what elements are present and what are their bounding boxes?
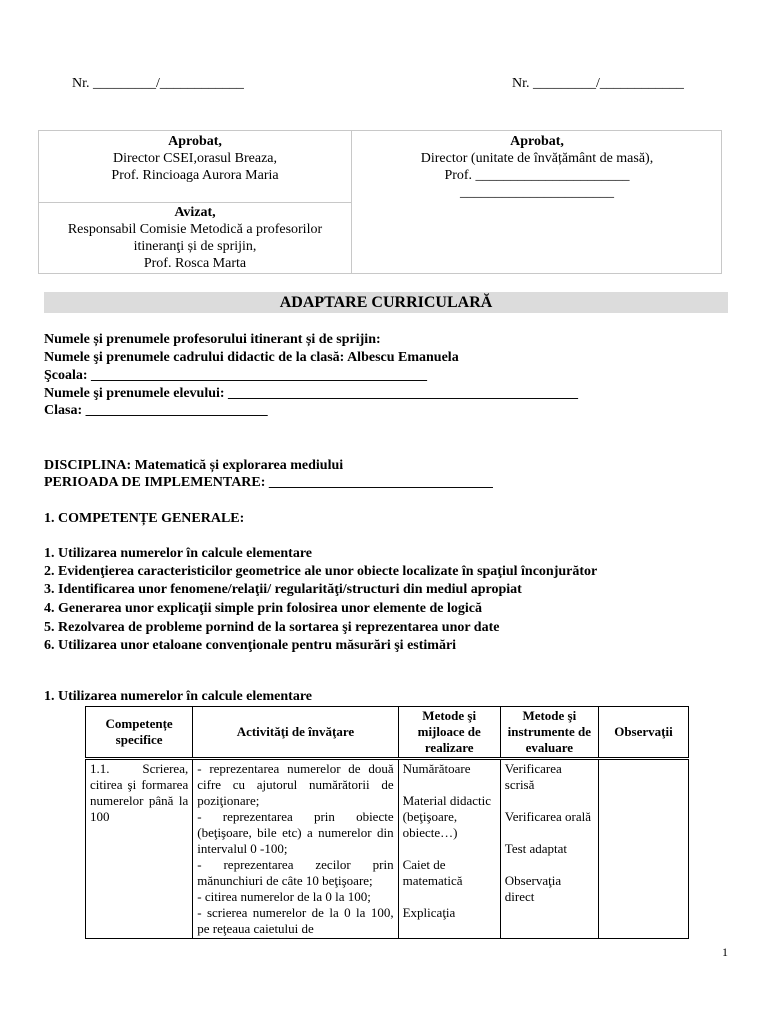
implementation-period: PERIOADA DE IMPLEMENTARE: ________________________________ (44, 475, 493, 490)
competence-item: 5. Rezolvarea de probleme pornind de la sortarea şi reprezentarea unor date (44, 620, 500, 635)
cell-learning-activities: - reprezentarea numerelor de două cifre cu ajutorul numărătorii de poziţionare; - reprezentarea prin obiecte (beţişoare, bile etc) a numerelor din intervalul 0 -100; - reprezentarea zecilor prin mănunchiuri de câte 10 beţişoare; - citirea numerelor de la 0 la 100; - scrierea numerelor de la 0 la 100, pe reţeaua caietului de (193, 759, 398, 939)
header-methods-means: Metode şi mijloace de realizare (398, 707, 500, 759)
endorsement-commission (39, 204, 351, 272)
section-heading: 1. COMPETENȚE GENERALE: (44, 511, 245, 526)
competence-item: 3. Identificarea unor fenomene/relaţii/ regularităţi/structuri din mediul apropiat (44, 582, 522, 597)
endorsement-title: Avizat, (174, 205, 216, 220)
approval-director-school (352, 133, 722, 201)
cell-methods-means: Numărătoare Material didactic (beţişoare, obiecte…) Caiet de matematică Explicaţia (398, 759, 500, 939)
approval-title: Aprobat, (168, 134, 222, 149)
competence-item: 2. Evidenţierea caracteristicilor geometrice ale unor obiecte localizate în spaţiul înconjurător (44, 564, 598, 579)
table-heading: 1. Utilizarea numerelor în calcule elementare (44, 689, 313, 704)
cell-evaluation: Verificarea scrisă Verificarea orală Test adaptat Observaţia direct (500, 759, 598, 939)
table-header-row (86, 707, 689, 759)
competence-table (85, 706, 689, 939)
info-school: Şcoala: ________________________________________________ (44, 368, 428, 383)
approval-director-csei (39, 133, 351, 184)
header-evaluation: Metode şi instrumente de evaluare (500, 707, 598, 759)
header-specific-competences: Competențe specifice (86, 707, 193, 759)
competence-item: 6. Utilizarea unor etaloane convenţionale pentru măsurări şi estimări (44, 638, 457, 653)
nr-right: Nr. _________/____________ (512, 76, 684, 91)
nr-left: Nr. _________/____________ (72, 76, 244, 91)
approval-role: Director CSEI,orasul Breaza, (112, 151, 278, 166)
cell-specific-competence: 1.1. Scrierea, citirea şi formarea numerelor până la 100 (86, 759, 193, 939)
endorsement-role: Responsabil Comisie Metodică a profesorilor (67, 222, 323, 237)
table-row (86, 759, 689, 939)
endorsement-person: Prof. Rosca Marta (143, 256, 247, 271)
header-learning-activities: Activităţi de învăţare (193, 707, 398, 759)
competence-item: 4. Generarea unor explicaţii simple prin folosirea unor elemente de logică (44, 601, 482, 616)
approval-role-right: Director (unitate de învățământ de masă), (420, 151, 654, 166)
info-class-teacher: Numele şi prenumele cadrului didactic de la clasă: Albescu Emanuela (44, 350, 459, 365)
approval-table (38, 130, 722, 274)
approval-title-right: Aprobat, (510, 134, 564, 149)
page-number: 1 (722, 945, 728, 959)
approval-person: Prof. Rincioaga Aurora Maria (111, 168, 279, 183)
approval-person-right: Prof. ______________________ (444, 168, 630, 183)
endorsement-role-cont: itineranţi și de sprijin, (133, 239, 257, 254)
cell-observations (598, 759, 688, 939)
approval-blank-line: ______________________ (460, 185, 614, 200)
competence-item: 1. Utilizarea numerelor în calcule elementare (44, 546, 313, 561)
info-student: Numele şi prenumele elevului: __________________________________________________ (44, 386, 579, 401)
document-title: ADAPTARE CURRICULARĂ (44, 292, 728, 313)
info-class: Clasa: __________________________ (44, 403, 268, 418)
info-teacher-itinerant: Numele și prenumele profesorului itinerant și de sprijin: (44, 332, 381, 347)
header-observations: Observaţii (598, 707, 688, 759)
discipline: DISCIPLINA: Matematică și explorarea mediului (44, 458, 344, 473)
